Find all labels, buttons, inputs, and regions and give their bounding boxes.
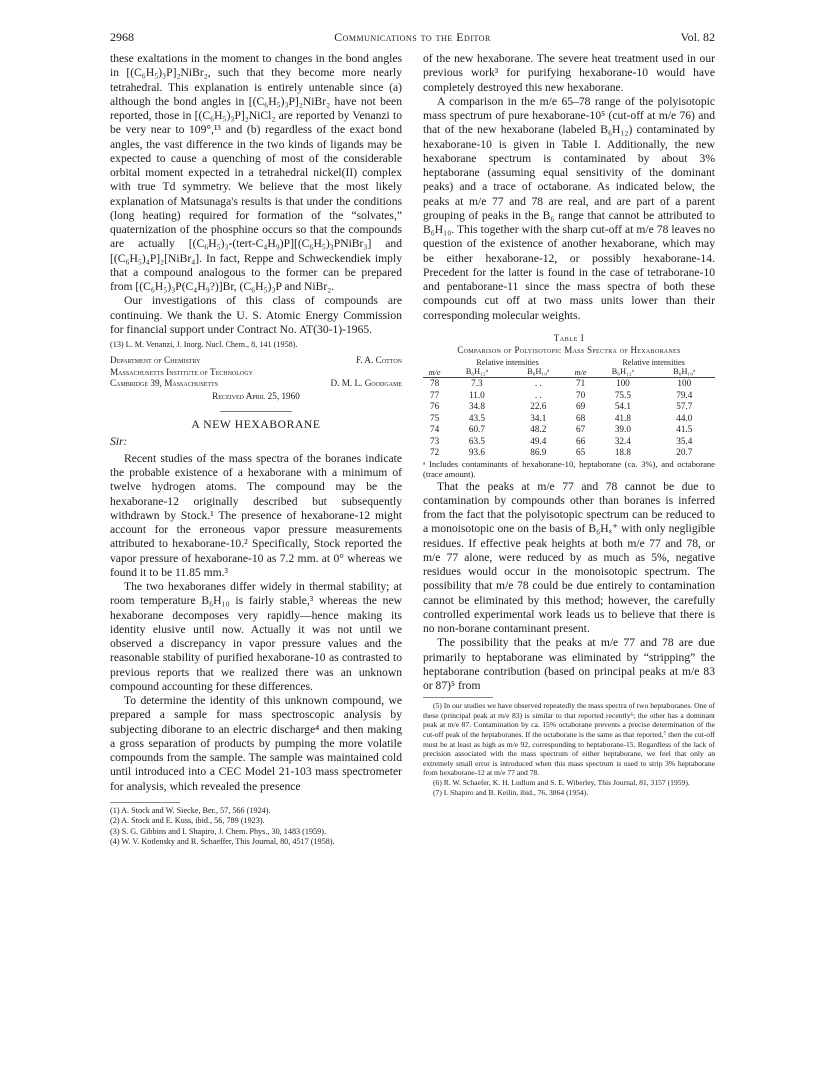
table-caption: Comparison of Polyisotopic Mass Spectra of Hexaboranes xyxy=(457,345,681,355)
cell-b6h10: 35.4 xyxy=(676,435,693,446)
body-paragraph: of the new hexaborane. The severe heat treatment used in our previous work³ for purifying hexaborane-10 would have completely destroyed this new hexaborane. xyxy=(423,52,715,94)
table-body xyxy=(423,378,715,459)
cell-me: 75 xyxy=(430,412,440,423)
cell-b6h12: 34.8 xyxy=(468,401,485,411)
cell-b6h10: . . xyxy=(534,378,542,388)
salutation: Sir: xyxy=(110,434,128,448)
cell-me: 72 xyxy=(430,447,440,457)
cell-me: 70 xyxy=(575,389,586,400)
journal-section-title: Communications to the Editor xyxy=(334,30,491,44)
cell-b6h12: 11.0 xyxy=(469,389,485,400)
footnote: (1) A. Stock and W. Siecke, Ber., 57, 566 (1924). xyxy=(110,805,271,815)
author-name: D. M. L. Goodgame xyxy=(330,378,402,389)
cell-b6h12: 60.7 xyxy=(468,424,485,434)
page-number: 2968 xyxy=(110,30,134,44)
cell-b6h10: 48.2 xyxy=(530,424,547,434)
cell-b6h12: 43.5 xyxy=(468,412,485,423)
left-column xyxy=(110,52,402,848)
footnote-13: (13) L. M. Venanzi, J. Inorg. Nucl. Chem., 8, 141 (1958). xyxy=(110,340,298,349)
cell-me: 74 xyxy=(430,424,440,434)
cell-b6h12: 39.0 xyxy=(614,424,631,434)
body-paragraph: Our investigations of this class of compounds are continuing. We thank the U. S. Atomic Energy Commission for financial support under Contract No. AT(30-1)-1965. xyxy=(110,294,402,336)
column-header-b6h10: B₆H₁₀ᵃ xyxy=(508,367,569,378)
footnote: (6) R. W. Schaefer, K. H. Ludlum and S. E. Wiberley, This Journal, 81, 3157 (1959). xyxy=(433,778,690,787)
cell-me: 67 xyxy=(575,424,586,434)
body-paragraph: these exaltations in the moment to changes in the bond angles in [(C₆H₅)₃P]₂NiBr₂, such that they become more nearly tetrahedral. This explanation is entirely untenable since (a) although the bond angles in [(C₆H₅)₃P]₂NiBr₂ have not been reported, those in [(C₆H₅)₃P]₂NiCl₂ are reported by Venanzi to be very near to 109°,¹³ and (b) regardless of the exact bond angles, the vast difference in the two kinds of ligands may be expected to cause a quenching of most of the considerable orbital moment expected in a tetrahedral nickel(II) complex with true Td symmetry. We believe that the most likely explanation of Matsunaga's results is that under the conditions (long heating) required for formation of the “solvates,” quaternization of the phosphine occurs so that the compounds are actually [(C₆H₅)₃-(tert-C₄H₉)P][(C₆H₅)₃PNiBr₃] and [(C₆H₅)₄P]₂[NiBr₄]. In fact, Reppe and Schweckendiek imply that a compound analogous to the former can be prepared from [(C₆H₅)₃P(C₄H₉?)]Br, (C₆H₅)₃P and NiBr₂. xyxy=(110,52,402,293)
cell-b6h10: 49.4 xyxy=(530,435,547,446)
cell-b6h10: 20.7 xyxy=(676,447,693,457)
cell-b6h12: 54.1 xyxy=(614,401,631,411)
footnote-divider xyxy=(110,802,180,803)
body-paragraph: The possibility that the peaks at m/e 77 and 78 are due primarily to heptaborane was eliminated by “stripping” the heptaborane contribution (based on principal peaks at m/e 83 or 87)⁵ from xyxy=(423,636,715,692)
table-row xyxy=(423,401,715,413)
cell-me: 78 xyxy=(430,378,440,388)
cell-b6h12: 18.8 xyxy=(614,447,631,457)
cell-me: 65 xyxy=(575,447,586,457)
cell-me: 68 xyxy=(575,412,586,423)
column-header-b6h10: B₆H₁₀ᵃ xyxy=(654,367,715,378)
department: Department of Chemistry xyxy=(110,355,201,366)
cell-b6h10: 41.5 xyxy=(676,424,693,434)
cell-b6h12: 41.8 xyxy=(614,412,631,423)
cell-b6h10: 100 xyxy=(677,378,692,388)
cell-b6h12: 63.5 xyxy=(468,435,485,446)
table-row xyxy=(423,424,715,436)
cell-me: 73 xyxy=(430,435,440,446)
cell-b6h10: 79.4 xyxy=(676,389,693,400)
column-group-header: Relative intensities xyxy=(622,358,685,367)
cell-b6h10: 86.9 xyxy=(530,447,547,457)
footnote: (2) A. Stock and E. Kuss, ibid., 56, 789 (1923). xyxy=(110,816,265,826)
footnote: (5) In our studies we have observed repeatedly the mass spectra of two heptaboranes. One of these (principal peak at m/e 83) is similar to that reported recently⁶; the other has a dominant peak at m/e 87. Contamination by ca. 15% octaborane prevents a precise determination of the cut-off peak of the heptaboranes. If the octaborane is the same as that reported,⁷ then the cut-off must be at least as high as m/e 92, corresponding to heptaborane-15. Regardless of the lack of precision associated with the mass spectrum of either heptaborane, we feel that only an extremely small error is introduced when this mass spectrum is used to strip 3% heptaborane from hexaborane-12 at m/e 77 and 78. xyxy=(423,701,715,778)
right-column xyxy=(423,52,715,797)
cell-b6h10: 57.7 xyxy=(676,401,693,411)
footnote: (4) W. V. Kotlensky and R. Schaeffer, This Journal, 80, 4517 (1958). xyxy=(110,837,335,847)
footnote: (3) S. G. Gibbins and I. Shapiro, J. Chem. Phys., 30, 1483 (1959). xyxy=(110,826,327,836)
cell-b6h12: 75.5 xyxy=(614,389,631,400)
column-header-me: m/e xyxy=(569,358,592,378)
table-row xyxy=(423,413,715,425)
author-affiliation xyxy=(110,355,402,402)
column-header-b6h12: B₆H₁₂ᵃ xyxy=(592,367,653,378)
column-header-b6h12: B₆H₁₂ᵃ xyxy=(446,367,507,378)
cell-me: 66 xyxy=(575,435,586,446)
cell-b6h12: 100 xyxy=(615,378,630,388)
body-paragraph: Recent studies of the mass spectra of the boranes indicate the probable existence of a hexaborane with a minimum of twelve hydrogen atoms. The compound may be the hexaborane-12 originally described but subsequently withdrawn by Stock.¹ The presence of hexaborane-12 might account for the erroneous vapor pressure measurements attributed to hexaborane-10.² Specifically, Stock reported the vapor pressure of hexaborane-10 as 7.2 mm. at 0° whereas we found it to be 11.85 mm.³ xyxy=(110,451,402,579)
cell-b6h10: 22.6 xyxy=(530,401,547,411)
cell-b6h10: 34.1 xyxy=(530,412,547,423)
volume-label: Vol. 82 xyxy=(680,30,715,44)
author-name: F. A. Cotton xyxy=(355,355,402,366)
received-date: Received April 25, 1960 xyxy=(212,390,300,401)
column-group-header: Relative intensities xyxy=(476,358,539,367)
table-row xyxy=(423,378,715,390)
cell-me: 69 xyxy=(575,401,586,411)
table-footnote: ᵃ Includes contaminants of hexaborane-10, heptaborane (ca. 3%), and octaborane (trace amount). xyxy=(423,458,715,479)
mass-spectra-table xyxy=(423,358,715,459)
cell-me: 76 xyxy=(430,401,440,411)
page-header xyxy=(110,30,715,46)
article-title: A NEW HEXABORANE xyxy=(191,418,321,432)
cell-b6h12: 32.4 xyxy=(614,435,631,446)
table-label: Table I xyxy=(553,332,585,343)
body-paragraph: A comparison in the m/e 65–78 range of the polyisotopic mass spectrum of pure hexaborane-10⁵ (cut-off at m/e 76) and that of the new hexaborane (labeled B₆H₁₂) contaminated by hexaborane-10 is given in Table I. Additionally, the new hexaborane spectrum is contaminated by about 3% heptaborane (assuming equal sensitivity of the dominant peaks) and a trace of octaborane. As indicated below, the peaks at m/e 77 and 78 are real, and are part of a parent grouping of peaks in the B₆ range that cannot be attributed to B₆H₁₀. This together with the sharp cut-off at m/e 78 leaves no question of the existence of another hexaborane, which may be either hexaborane-12, or possibly hexaborane-14. Precedent for the latter is found in the case of tetraborane-10 and pentaborane-11 since the mass spectra of both these compounds cut off at two mass units lower than their corresponding molecular weights. xyxy=(423,94,715,322)
table-row xyxy=(423,390,715,402)
cell-me: 77 xyxy=(430,389,440,400)
cell-b6h10: . . xyxy=(534,389,542,400)
table-row xyxy=(423,436,715,448)
cell-b6h12: 7.3 xyxy=(471,378,483,388)
footnote-divider xyxy=(423,697,493,698)
section-divider xyxy=(220,411,292,412)
table-row xyxy=(423,447,715,459)
column-header-me: m/e xyxy=(423,358,446,378)
institute: Massachusetts Institute of Technology xyxy=(110,366,253,377)
cell-b6h10: 44.0 xyxy=(676,412,693,423)
body-paragraph: The two hexaboranes differ widely in thermal stability; at room temperature B₆H₁₀ is fairly stable,³ whereas the new hexaborane decomposes very rapidly—hence making its identity elusive until now. Actually it was not until we observed a discrepancy in vapor pressure values and the reasonable stability of purified hexaborane-10 as contrasted to previous reports that we realized there was an unknown compound accounting for these differences. xyxy=(110,580,402,693)
location: Cambridge 39, Massachusetts xyxy=(110,378,219,389)
cell-me: 71 xyxy=(575,378,586,388)
body-paragraph: That the peaks at m/e 77 and 78 cannot be due to contamination by compounds other than boranes is inferred from the fact that the polyisotopic spectrum can be reduced to a monoisotopic one on the basis of B₆Hₓ⁺ with only negligible residues. If effective peak heights at both m/e 77 and 78, or m/e 77 alone, were reduced by as much as 5%, negative residues would occur in the monoisotopic spectrum. The possibility that m/e 78 could be due entirely to contamination cannot be eliminated by this method; however, the carefully controlled experimental work leads us to believe that there is no non-borane contaminant present. xyxy=(423,479,715,635)
cell-b6h12: 93.6 xyxy=(468,447,485,457)
footnote: (7) I. Shapiro and B. Keilin, ibid., 76, 3864 (1954). xyxy=(433,787,589,797)
body-paragraph: To determine the identity of this unknown compound, we prepared a sample for mass spectroscopic analysis by subjecting diborane to an electric discharge⁴ and then making a gross separation of products by pumping the more volatile compounds from the sample. The sample was maintained cold until introduced into a CEC Model 21-103 mass spectrometer for analysis, which revealed the presence xyxy=(110,694,402,793)
